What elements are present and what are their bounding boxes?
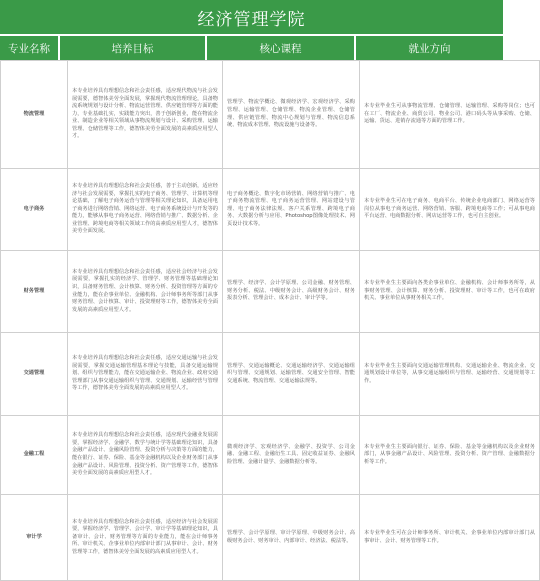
course-text: 管理学、物流学概论、微观经济学、宏观经济学、采购管理、运输管理、仓储管理、物流企业管理、仓储管理、供应链管理、物流中心规划与管理、物流信息系统、物流成本管理、物流设施与设备等。 <box>227 99 355 129</box>
major-name: 交通管理 <box>1 333 68 416</box>
goal-text: 本专业培养具有理想信念和社会责任感，适应社会经济与社会发展需要，掌握扎实的经济学、管理学、财务管理等基础理论知识，具备财务管理、会计核算、财务分析、投资管理等方面的专业能力，能在企事业单位、金融机构、会计师事务所等部门从事财务管理、会计核算、审计、投资理财等工作，德智体美劳全面发展的高素质应用型人才。 <box>72 268 218 313</box>
career-text: 本专业毕业生可在电子商务、电商平台、传统企业电商部门、网络运营等岗位从事电子商务运营、网络营销、客服、跨境电商等工作；可从事电商平台运营、电商数据分析、网店运营等工作，也可自主创业。 <box>364 198 535 220</box>
goal-text: 本专业培养具有理想信念和社会责任感，适应现代金融业发展需要，掌握经济学、金融学、数学与统计学等基础理论知识，具备金融产品设计、金融风险管理、投资分析与决策等方面的能力，能在银行、证券、保险、基金等金融机构以及企业财务部门从事金融产品设计、风险管理、投资分析、资产管理等工作，德智体美劳全面发展的高素质应用型人才。 <box>72 432 218 477</box>
career-text: 本专业毕业生主要面向各类企事业单位、金融机构、会计师事务所等，从事财务管理、会计核算、财务分析、投资理财、审计等工作，也可在政府机关、事业单位从事财务相关工作。 <box>364 280 535 302</box>
major-name: 金融工程 <box>1 416 68 495</box>
course-text: 管理学、交通运输概论、交通运输经济学、交通运输组织与管理、交通规划、运输管理、交通安全管理、智能交通系统、物流管理、交通运输法规等。 <box>227 362 355 384</box>
header-career: 就业方向 <box>356 36 503 60</box>
major-name: 财务管理 <box>1 251 68 333</box>
goal-text: 本专业培养具有理想信念和社会责任感，适应交通运输与社会发展需要，掌握交通运输管理基本理论与技能，具备交通运输规划、组织与管理能力，能在交通运输企业、物流企业、政府交通管理部门从事交通运输组织与管理、交通规划、运输经营与管理等工作，德智体美劳全面发展的高素质应用型人才。 <box>72 355 218 392</box>
table-row <box>1 495 540 581</box>
major-table <box>0 60 540 581</box>
page-title: 经济管理学院 <box>0 0 503 34</box>
course-text: 微观经济学、宏观经济学、金融学、投资学、公司金融、金融工程、金融衍生工具、固定收益证券、金融风险管理、金融计量学、金融数据分析等。 <box>227 443 355 465</box>
header-major: 专业名称 <box>0 36 58 60</box>
major-name: 电子商务 <box>1 169 68 251</box>
header-goal: 培养目标 <box>60 36 205 60</box>
header-course: 核心课程 <box>207 36 354 60</box>
major-name: 审计学 <box>1 495 68 581</box>
career-text: 本专业毕业生可在会计师事务所、审计机关、企事业单位内部审计部门从事审计、会计、财务管理等工作。 <box>364 529 535 544</box>
table-row <box>1 333 540 416</box>
career-text: 本专业毕业生主要面向交通运输管理机构、交通运输企业、物流企业、交通规划设计单位等，从事交通运输组织与管理、运输经营、交通规划等工作。 <box>364 362 535 384</box>
career-text: 本专业毕业生可从事物流管理、仓储管理、运输管理、采购等岗位；也可在工厂、物流企业、商贸公司、物业公司、港口码头等从事采购、仓储、运输、货运、进销存流通等方面的管理工作。 <box>364 103 535 125</box>
course-text: 电子商务概论、数字化市场营销、网络营销与推广、电子商务物流管理、电子商务运营管理、网站建设与管理、电子商务法律法规、客户关系管理、跨境电子商务、大数据分析与应用、Photoshop图像处理技术、网页设计技术等。 <box>227 190 355 227</box>
career-text: 本专业毕业生主要面向银行、证券、保险、基金等金融机构以及企业财务部门，从事金融产品设计、风险管理、投资分析、资产管理、金融数据分析等工作。 <box>364 443 535 465</box>
goal-text: 本专业培养具有理想信念和社会责任感，适应现代物流与社会发展需要，德智体美劳全面发展，掌握现代物流管理理论，具备物流系统规划与设计分析、物流运营管理、供应链管理等方面的能力，专业基础扎实，实践能力突出，善于创新创业，能在物流企业、制造企业等相关领域从事物流规划与设计、采购管理、运输管理、仓储管理等工作，德智体美劳全面发展的高素质应用型人才。 <box>72 87 218 140</box>
course-text: 管理学、经济学、会计学原理、公司金融、财务管理、财务分析、税法、中级财务会计、高级财务会计、财务报表分析、管理会计、成本会计、审计学等。 <box>227 280 355 302</box>
major-name: 物流管理 <box>1 61 68 169</box>
table-row <box>1 61 540 169</box>
goal-text: 本专业培养具有理想信念和社会责任感，善于主动创新，适应经济与社会发展需要，掌握扎实的电子商务、管理学、计算机等理论基础，了解电子商务运营与管理等相关理论知识，具备运用电子商务进行网络营销、网络运营、电子商务系统设计与开发等的能力，能够从事电子商务运营、网络营销与推广、数据分析、企业管理、跨境电商等相关领域工作的高素质应用型人才，德智体美劳全面发展。 <box>72 182 218 235</box>
course-text: 管理学、会计学原理、审计学原理、中级财务会计、高级财务会计、财务审计、内部审计、经济法、税法等。 <box>227 529 355 544</box>
table-header <box>0 36 503 60</box>
table-row <box>1 251 540 333</box>
table-row <box>1 169 540 251</box>
goal-text: 本专业培养具有理想信念和社会责任感，适应经济与社会发展需要，掌握经济学、管理学、会计学、审计学等基础理论知识，具备审计、会计、财务管理等方面的专业能力，能在会计师事务所、审计机关、企事业单位内部审计部门从事审计、会计、财务管理等工作，德智体美劳全面发展的高素质应用型人才。 <box>72 518 218 555</box>
table-row <box>1 416 540 495</box>
